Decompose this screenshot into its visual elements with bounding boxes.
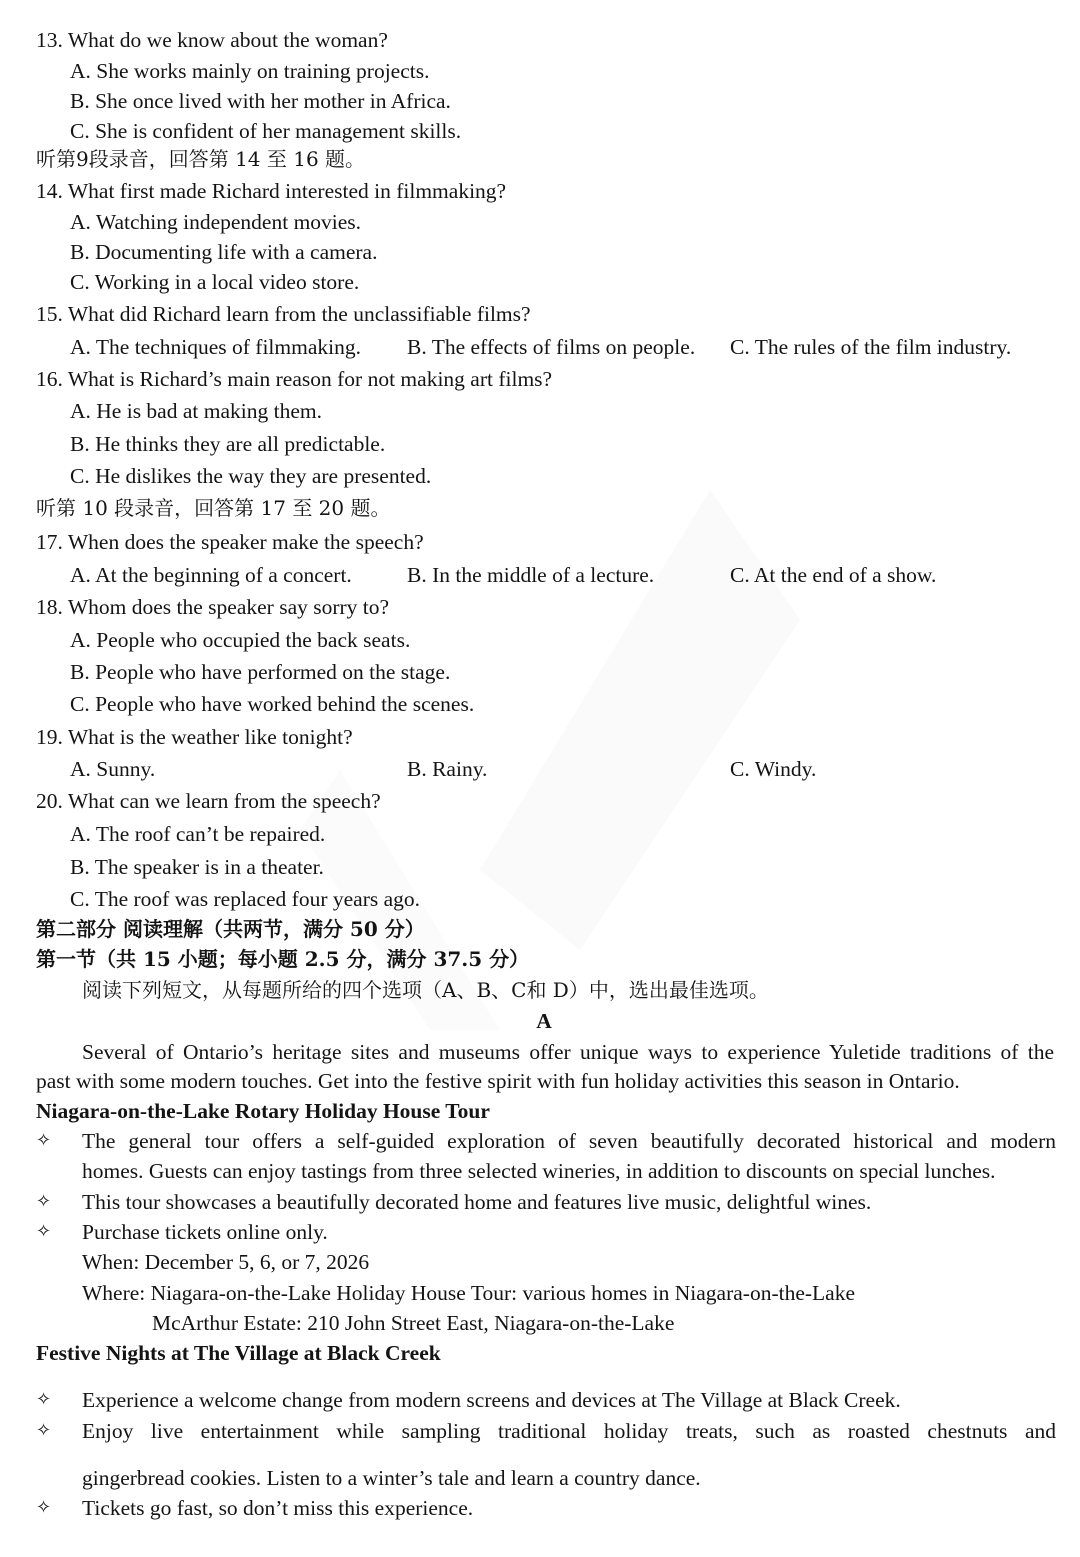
option-15b: B. The effects of films on people. [407, 335, 696, 359]
option-17b: B. In the middle of a lecture. [407, 563, 655, 587]
question-19: 19. What is the weather like tonight? [36, 725, 353, 749]
listening-instruction-10: 听第 10 段录音，回答第 17 至 20 题。 [36, 496, 391, 520]
niagara-where-line-2: McArthur Estate: 210 John Street East, Niagara-on-the-Lake [152, 1311, 675, 1335]
bullet-star-icon: ✧ [36, 1497, 52, 1518]
question-15: 15. What did Richard learn from the unclassifiable films? [36, 302, 531, 326]
option-19a: A. Sunny. [70, 757, 156, 781]
section-one-heading: 第一节（共 15 小题；每小题 2.5 分，满分 37.5 分） [36, 947, 530, 971]
blackcreek-bullet-3-text: Tickets go fast, so don’t miss this experience. [82, 1496, 474, 1520]
niagara-bullet-1-line-1: The general tour offers a self-guided exploration of seven beautifully decorated historical and modern [82, 1129, 1056, 1153]
option-14c: C. Working in a local video store. [70, 270, 360, 294]
question-14: 14. What first made Richard interested in filmmaking? [36, 179, 507, 203]
option-20b: B. The speaker is in a theater. [70, 855, 324, 879]
option-13b: B. She once lived with her mother in Africa. [70, 89, 451, 113]
niagara-bullet-2-text: This tour showcases a beautifully decorated home and features live music, delightful wines. [82, 1190, 872, 1214]
question-20: 20. What can we learn from the speech? [36, 789, 381, 813]
option-16c: C. He dislikes the way they are presented. [70, 464, 432, 488]
niagara-heading: Niagara-on-the-Lake Rotary Holiday House Tour [36, 1099, 490, 1123]
option-20a: A. The roof can’t be repaired. [70, 822, 326, 846]
option-18a: A. People who occupied the back seats. [70, 628, 411, 652]
passage-label: A [536, 1009, 552, 1033]
niagara-where-line-1: Where: Niagara-on-the-Lake Holiday House Tour: various homes in Niagara-on-the-Lake [82, 1281, 855, 1305]
bullet-star-icon: ✧ [36, 1221, 52, 1242]
bullet-star-icon: ✧ [36, 1130, 52, 1151]
option-18b: B. People who have performed on the stage. [70, 660, 451, 684]
blackcreek-heading: Festive Nights at The Village at Black Creek [36, 1341, 441, 1365]
reading-instruction: 阅读下列短文，从每题所给的四个选项（A、B、C和 D）中，选出最佳选项。 [82, 978, 769, 1002]
option-16a: A. He is bad at making them. [70, 399, 322, 423]
option-13c: C. She is confident of her management skills. [70, 119, 462, 143]
option-17c: C. At the end of a show. [730, 563, 937, 587]
niagara-bullet-1-line-2: homes. Guests can enjoy tastings from three selected wineries, in addition to discounts on special lunches. [82, 1159, 996, 1183]
niagara-when: When: December 5, 6, or 7, 2026 [82, 1250, 370, 1274]
option-14a: A. Watching independent movies. [70, 210, 362, 234]
option-18c: C. People who have worked behind the scenes. [70, 692, 475, 716]
option-14b: B. Documenting life with a camera. [70, 240, 378, 264]
part-two-heading: 第二部分 阅读理解（共两节，满分 50 分） [36, 917, 425, 941]
option-17a: A. At the beginning of a concert. [70, 563, 352, 587]
blackcreek-bullet-2-line-2: gingerbread cookies. Listen to a winter’s tale and learn a country dance. [82, 1466, 701, 1490]
question-17: 17. When does the speaker make the speech? [36, 530, 424, 554]
blackcreek-bullet-1-text: Experience a welcome change from modern screens and devices at The Village at Black Creek. [82, 1388, 901, 1412]
bullet-star-icon: ✧ [36, 1191, 52, 1212]
option-16b: B. He thinks they are all predictable. [70, 432, 386, 456]
question-16: 16. What is Richard’s main reason for not making art films? [36, 367, 553, 391]
option-15a: A. The techniques of filmmaking. [70, 335, 361, 359]
question-18: 18. Whom does the speaker say sorry to? [36, 595, 390, 619]
option-15c: C. The rules of the film industry. [730, 335, 1012, 359]
intro-line-1: Several of Ontario’s heritage sites and museums offer unique ways to experience Yuletide traditions of the [82, 1040, 1054, 1064]
blackcreek-bullet-2-line-1: Enjoy live entertainment while sampling traditional holiday treats, such as roasted chestnuts and [82, 1419, 1056, 1443]
intro-line-2: past with some modern touches. Get into the festive spirit with fun holiday activities this season in Ontario. [36, 1069, 960, 1093]
option-13a: A. She works mainly on training projects. [70, 59, 430, 83]
listening-instruction-9: 听第9段录音，回答第 14 至 16 题。 [36, 147, 366, 171]
option-19b: B. Rainy. [407, 757, 488, 781]
option-20c: C. The roof was replaced four years ago. [70, 887, 421, 911]
bullet-star-icon: ✧ [36, 1420, 52, 1441]
question-13: 13. What do we know about the woman? [36, 28, 388, 52]
niagara-bullet-3-text: Purchase tickets online only. [82, 1220, 328, 1244]
bullet-star-icon: ✧ [36, 1389, 52, 1410]
option-19c: C. Windy. [730, 757, 817, 781]
